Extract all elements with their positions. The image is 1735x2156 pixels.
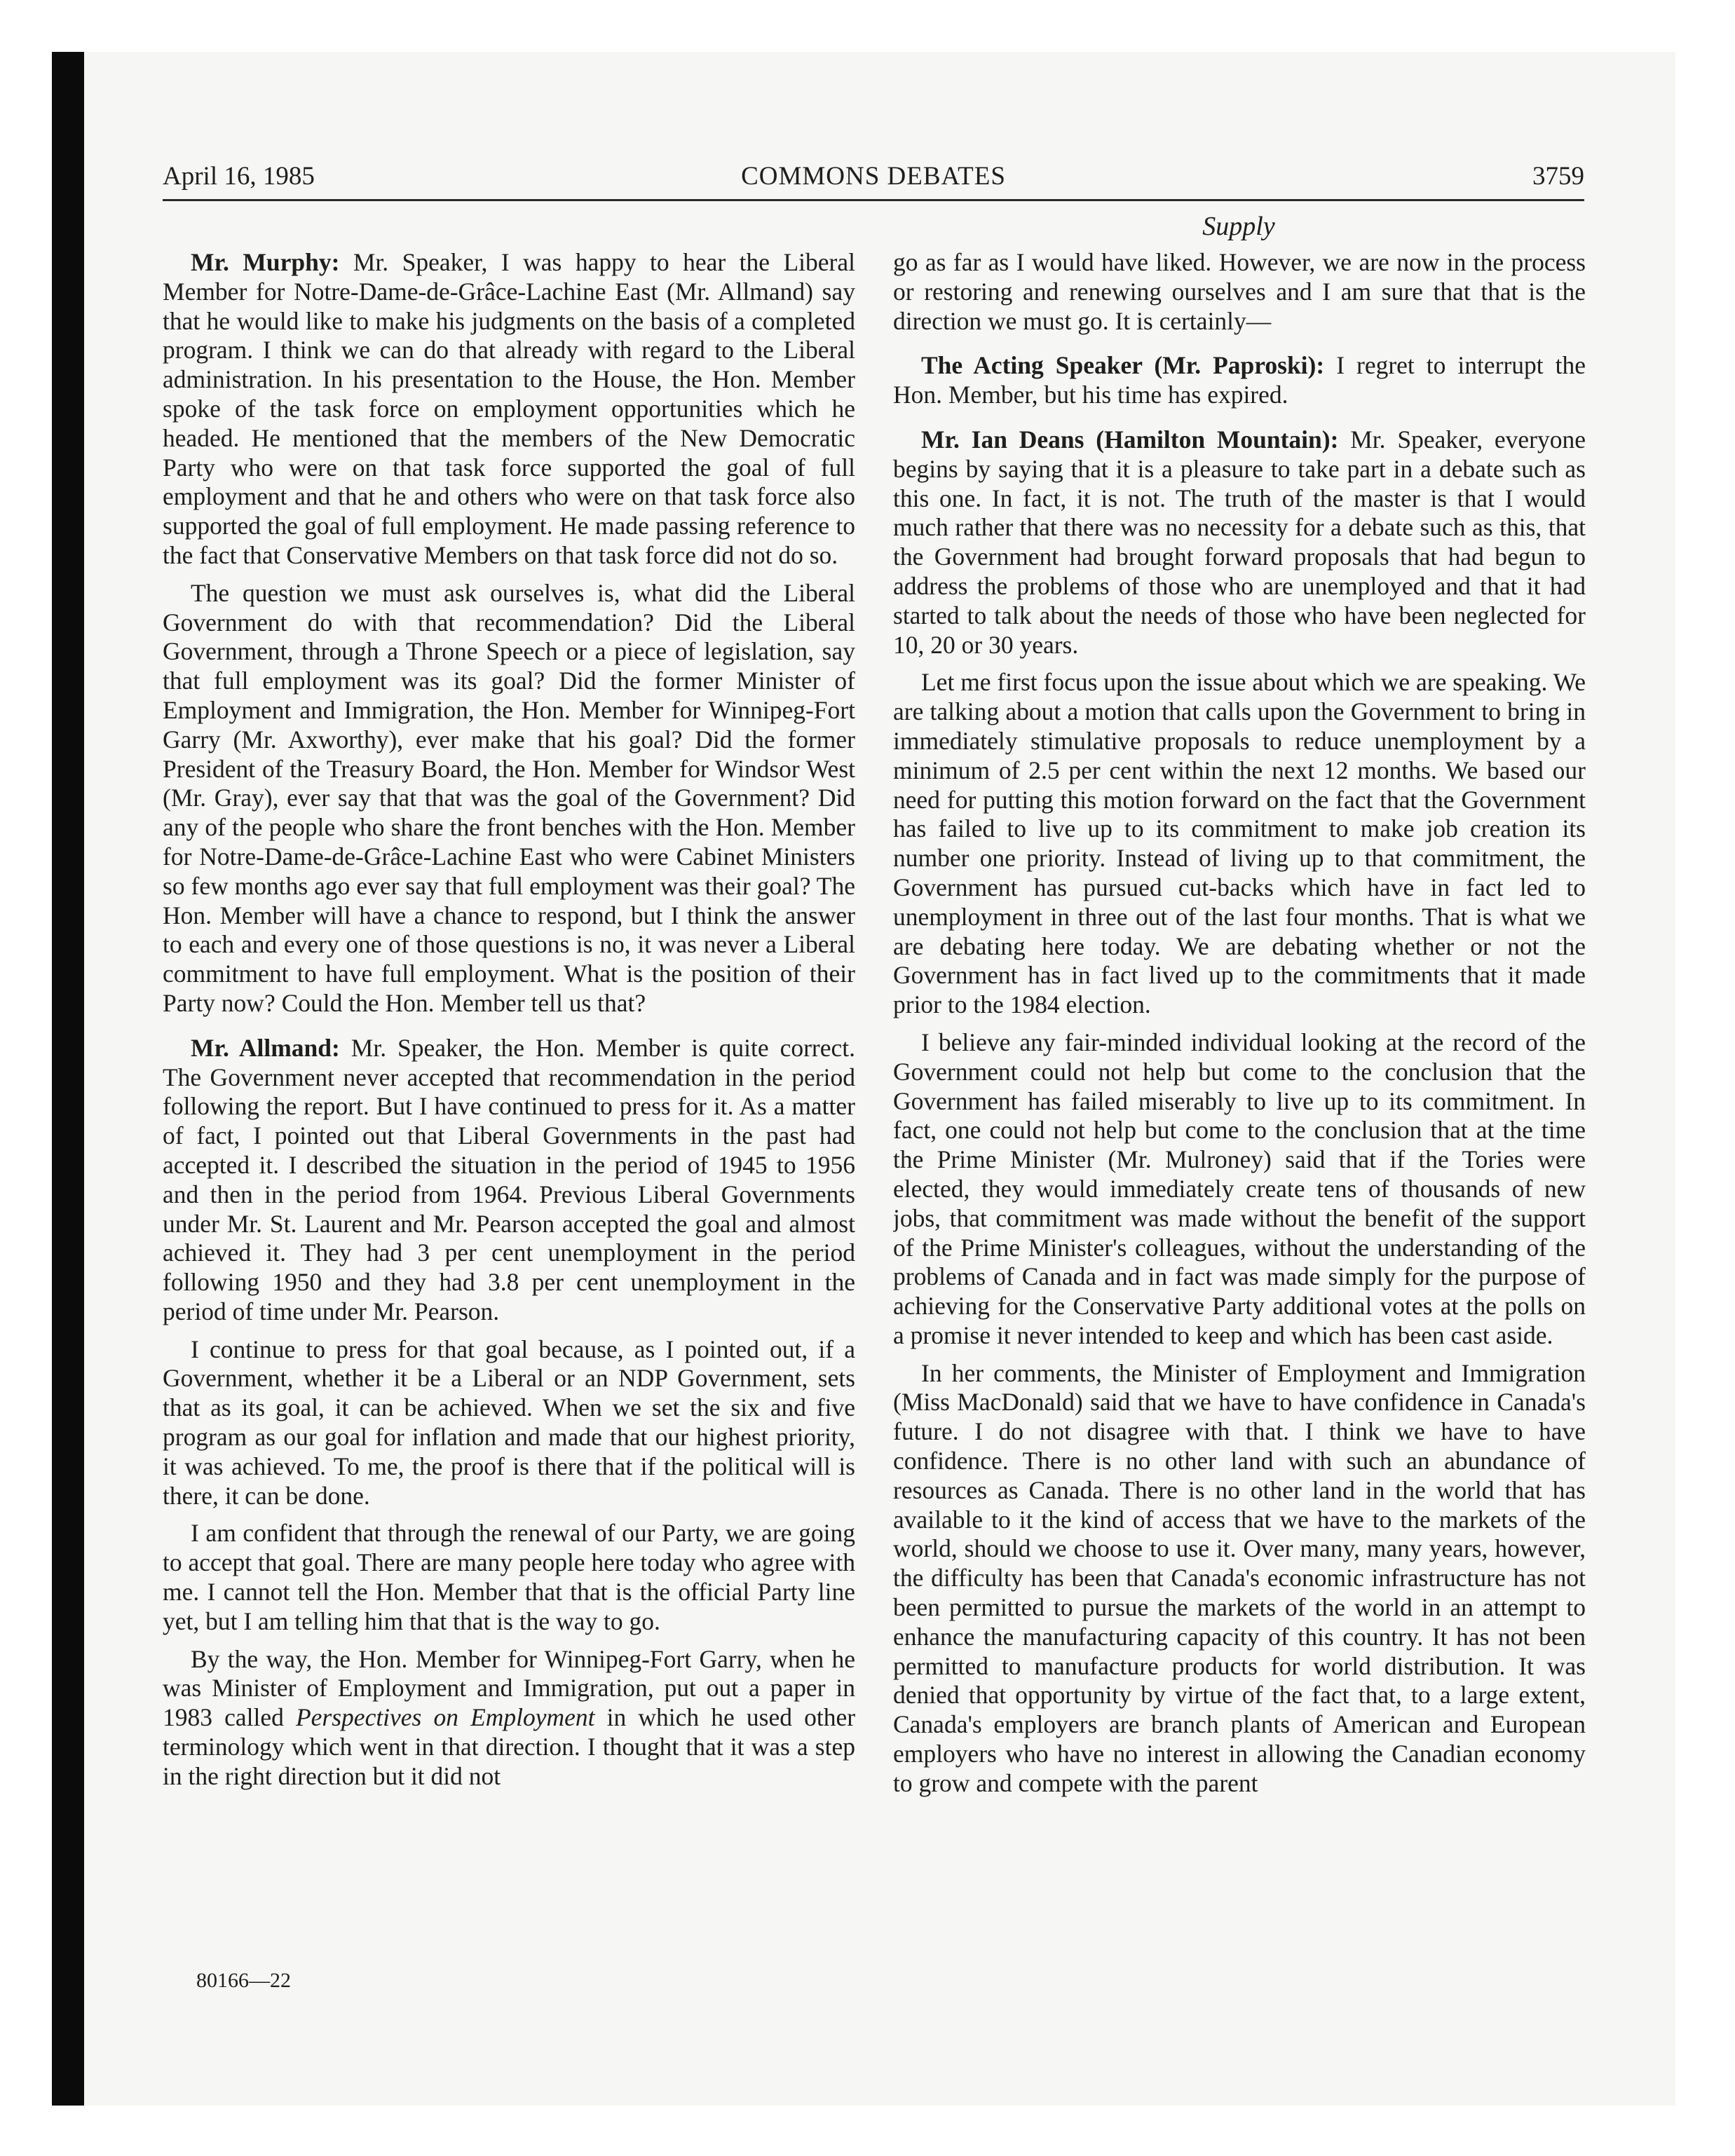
paragraph-text: Mr. Speaker, I was happy to hear the Liberal Member for Notre-Dame-de-Grâce-Lachine East (Mr. Allmand) say that he would like to make his judgments on the basis of a completed program. I think we can do that already with regard to the Liberal administration. In his presentation to the House, the Hon. Member spoke of the task force on employment opportunities which he headed. He mentioned that the members of the New Democratic Party who were on that task force supported the goal of full employment and that he and others who were on that task force also supported the goal of full employment. He made passing reference to the fact that Conservative Members on that task force did not do so. [163,248,855,569]
paragraph-text: I believe any fair-minded individual looking at the record of the Government could not help but come to the conclusion that the Government has failed miserably to live up to its commitment. In fact, one could not help but come to the conclusion that at the time the Prime Minister (Mr. Mulroney) said that if the Tories were elected, they would immediately create tens of thousands of new jobs, that commitment was made without the benefit of the support of the Prime Minister's colleagues, without the understanding of the problems of Canada and in fact was made simply for the purpose of achieving for the Conservative Party additional votes at the polls on a promise it never intended to keep and which has been cast aside. [893,1028,1586,1349]
header-rule [163,199,1584,201]
paragraph-text: I am confident that through the renewal of our Party, we are going to accept that goal. There are many people here today who agree with me. I cannot tell the Hon. Member that that is the official Party line yet, but I am telling him that that is the way to go. [163,1519,855,1635]
paragraph [163,1645,855,1792]
paragraph [893,1028,1586,1351]
paragraph [893,351,1586,410]
paragraph-text: Let me first focus upon the issue about which we are speaking. We are talking about a motion that calls upon the Government to bring in immediately stimulative proposals to reduce unemployment by a minimum of 2.5 per cent within the next 12 months. We based our need for putting this motion forward on the fact that the Government has failed to live up to its commitment to make job creation its number one priority. Instead of living up to that commitment, the Government has pursued cut-backs which have in fact led to unemployment in three out of the last four months. That is what we are debating here today. We are debating whether or not the Government has in fact lived up to the commitments that it made prior to the 1984 election. [893,668,1586,1019]
header-date: April 16, 1985 [163,162,315,191]
speaker-name: Mr. Allmand: [191,1033,340,1062]
running-head: Supply [1202,212,1275,241]
paragraph-text: I regret to interrupt the Hon. Member, but his time has expired. [893,351,1586,409]
paragraph [893,425,1586,660]
paragraph [893,248,1586,336]
paragraph [163,1519,855,1636]
left-column [163,248,855,1923]
footer-code: 80166—22 [196,1969,291,1992]
publication-title: COMMONS DEBATES [741,162,1006,191]
speaker-name: The Acting Speaker (Mr. Paproski): [921,351,1325,380]
paragraph-text: Mr. Speaker, the Hon. Member is quite correct. The Government never accepted that recommendation in the period following the report. But I have continued to press for it. As a matter of fact, I pointed out that Liberal Governments in the past had accepted it. I described the situation in the period of 1945 to 1956 and then in the period from 1964. Previous Liberal Governments under Mr. St. Laurent and Mr. Pearson accepted the goal and almost achieved it. They had 3 per cent unemployment in the period following 1950 and they had 3.8 per cent unemployment in the period of time under Mr. Pearson. [163,1033,855,1325]
paragraph-text: Mr. Speaker, everyone begins by saying that it is a pleasure to take part in a debate such as this one. In fact, it is not. The truth of the master is that I would much rather that there was no necessity for a debate such as this, that the Government had brought forward proposals that had begun to address the problems of those who are unemployed and that it had started to talk about the needs of those who have been neglected for 10, 20 or 30 years. [893,425,1586,659]
italic-title: Perspectives on Employment [295,1703,595,1732]
paragraph-text: By the way, the Hon. Member for Winnipeg-Fort Garry, when he was Minister of Employment and Immigration, put out a paper in 1983 called [163,1644,855,1732]
paragraph [893,1359,1586,1799]
paragraph-text: go as far as I would have liked. However, we are now in the process or restoring and renewing ourselves and I am sure that that is the direction we must go. It is certainly— [893,248,1586,335]
paragraph [163,248,855,571]
paragraph [163,1034,855,1327]
right-column [893,248,1586,1923]
page-header [163,158,1584,195]
paragraph [893,668,1586,1020]
paragraph-text: The question we must ask ourselves is, what did the Liberal Government do with that recommendation? Did the Liberal Government, through a Throne Speech or a piece of legislation, say that full employment was its goal? Did the former Minister of Employment and Immigration, the Hon. Member for Winnipeg-Fort Garry (Mr. Axworthy), ever make that his goal? Did the former President of the Treasury Board, the Hon. Member for Windsor West (Mr. Gray), ever say that that was the goal of the Government? Did any of the people who share the front benches with the Hon. Member for Notre-Dame-de-Grâce-Lachine East who were Cabinet Ministers so few months ago ever say that full employment was their goal? The Hon. Member will have a chance to respond, but I think the answer to each and every one of those questions is no, it was never a Liberal commitment to have full employment. What is the position of their Party now? Could the Hon. Member tell us that? [163,578,855,1017]
paragraph-text: In her comments, the Minister of Employment and Immigration (Miss MacDonald) said that we have to have confidence in Canada's future. I do not disagree with that. I think we have to have confidence. There is no other land with such an abundance of resources as Canada. There is no other land in the world that has available to it the kind of access that we have to the markets of the world, should we choose to use it. Over many, many years, however, the difficulty has been that Canada's economic infrastructure has not been permitted to pursue the markets of the world in an attempt to enhance the manufacturing capacity of this country. It has not been permitted to manufacture products for world distribution. It was denied that opportunity by virtue of the fact that, to a large extent, Canada's employers are branch plants of American and European employers who have no interest in allowing the Canadian economy to grow and compete with the parent [893,1358,1586,1797]
page-number: 3759 [1532,162,1584,191]
paragraph-text: I continue to press for that goal because, as I pointed out, if a Government, whether it be a Liberal or an NDP Government, sets that as its goal, it can be achieved. When we set the six and five program as our goal for inflation and made that our highest priority, it was achieved. To me, the proof is there that if the political will is there, it can be done. [163,1335,855,1510]
scan-edge [52,52,84,2106]
paragraph [163,1335,855,1511]
speaker-name: Mr. Ian Deans (Hamilton Mountain): [921,425,1339,453]
speaker-name: Mr. Murphy: [191,248,340,276]
paragraph [163,579,855,1018]
paragraph-text: in which he used other terminology which went in that direction. I thought that it was a step in the right direction but it did not [163,1703,855,1790]
